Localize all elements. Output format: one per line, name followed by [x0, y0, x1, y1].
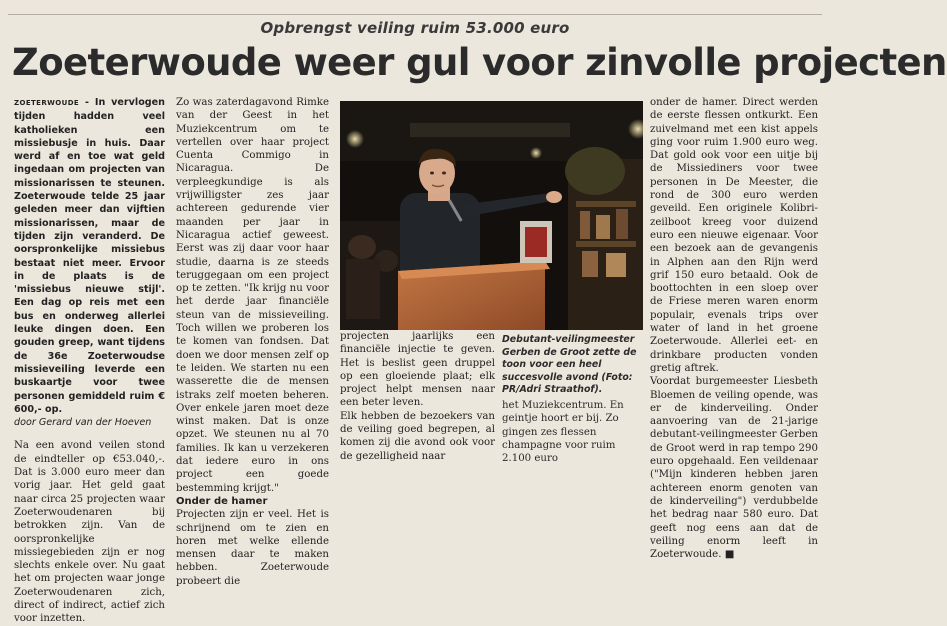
body-paragraph: onder de hamer. Direct werden de eerste flessen ontkurkt. Een zuivelmand met een kist appels ging voor ruim 1.900 euro weg. Dat gold ook voor een uitje bij de Missiediners voor twee personen in De Meester, die rond de 300 euro werden geveild. Een originele Kolibri-zeilboot kreeg voor duizend euro een nieuwe eigenaar. Voor een bezoek aan de gevangenis in Alphen aan den Rijn werd grif 150 euro betaald. Ook de boottochten in een sloep over de Friese meren waren enorm populair, evenals trips over water of land in het groene Zoeterwoude. Allerlei eet- en drinkbare producten vonden gretig aftrek. — [650, 97, 818, 374]
body-paragraph: Elk hebben de bezoekers van de veiling goed begrepen, al komen zij die avond ook voor de gezelligheid naar — [340, 410, 495, 462]
photo-illustration — [340, 101, 643, 330]
caption-text: Debutant-veilingmeester Gerben de Groot zette de toon voor een heel succesvolle avond (Foto: PR/Adri Straathof). — [502, 334, 637, 396]
column-3 — [340, 330, 495, 463]
byline: door Gerard van der Hoeven — [14, 417, 152, 429]
body-paragraph: projecten jaarlijks een financiële injectie te geven. Het is beslist geen druppel op een gloeiende plaat; elk project helpt mensen naar een beter leven. — [340, 331, 495, 409]
body-paragraph: Projecten zijn er veel. Het is schrijnend om te zien en horen met welke ellende mensen daar te maken hebben. Zoeterwoude probeert die — [176, 509, 329, 587]
caption-tail-text: het Muziekcentrum. En geintje hoort er bij. Zo gingen zes flessen champagne voor ruim 2.100 euro — [502, 399, 624, 465]
intro-text: - In vervlogen tijden hadden veel katholieken een missiebusje in huis. Daar werd af en toe wat geld ingedaan om projecten van missionarissen te steunen. Zoeterwoude telde 25 jaar geleden meer dan vijftien missionarissen, maar de tijden zijn veranderd. De oorspronkelijke missiebus bestaat niet meer. Ervoor in de plaats is de 'missiebus nieuwe stijl'. Een dag op reis met een bus en onderweg allerlei leuke dingen doen. Een gouden greep, want tijdens de 36e Zoeterwoudse missieveiling leverde een buskaartje voor twee personen gemiddeld ruim € 600,- op. — [14, 97, 165, 415]
photo-caption — [502, 334, 643, 465]
body-paragraph: Zo was zaterdagavond Rimke van der Geest in het Muziekcentrum om te vertellen over haar project Cuenta Commigo in Nicaragua. De verpleegkundige is als vrijwilligster zes jaar achtereen gedurende vier maanden per jaar in Nicaragua actief geweest. Eerst was zij daar voor haar studie, daarna is ze steeds teruggegaan om een project op te zetten. "Ik krijg nu voor het derde jaar financiële steun van de missieveiling. Toch willen we proberen los te komen van fondsen. Dat doen we door mensen zelf op te leiden. We starten nu een wasserette die de mensen istraks zelf moeten beheren. Over enkele jaren moet deze winst maken. Dat is onze opzet. We steunen nu al 70 families. Ik kan u verzekeren dat iedere euro in ons project een goede bestemming krijgt." — [176, 97, 329, 494]
end-mark: ■ — [724, 549, 735, 561]
auction-photo — [340, 101, 643, 330]
subheading: Onder de hamer — [176, 495, 268, 507]
body-text: Voordat burgemeester Liesbeth Bloemen de veiling opende, was er de kinderveiling. Onder aanvoering van de 21-jarige debutant-veilingmeester Gerben de Groot werd in rap tempo 290 euro opgehaald. Een veildenaar ("Mijn kinderen hebben jaren achtereen enorm genoten van de kinderveiling") verdubbelde het bedrag naar 580 euro. Dat geeft nog eens aan dat de veiling enorm leeft in Zoeterwoude. — [650, 376, 818, 561]
intro-paragraph — [14, 96, 165, 416]
body-paragraph — [650, 375, 818, 561]
headline: Zoeterwoude weer gul voor zinvolle projecten — [12, 41, 947, 84]
column-4 — [650, 96, 818, 561]
top-rule — [8, 14, 822, 15]
column-2 — [176, 96, 329, 588]
column-1 — [14, 96, 165, 626]
kicker: Opbrengst veiling ruim 53.000 euro — [260, 19, 570, 37]
dateline: ZOETERWOUDE — [14, 99, 80, 107]
body-paragraph: Na een avond veilen stond de eindteller op €53.040,-. Dat is 3.000 euro meer dan vorig jaar. Het geld gaat naar circa 25 projecten waar Zoeterwoudenaren bij betrokken zijn. Van de oorspronkelijke missiegebieden zijn er nog slechts enkele over. Nu gaat het om projecten waar jonge Zoeterwoudenaren zich, direct of indirect, actief zich voor inzetten. — [14, 440, 165, 625]
